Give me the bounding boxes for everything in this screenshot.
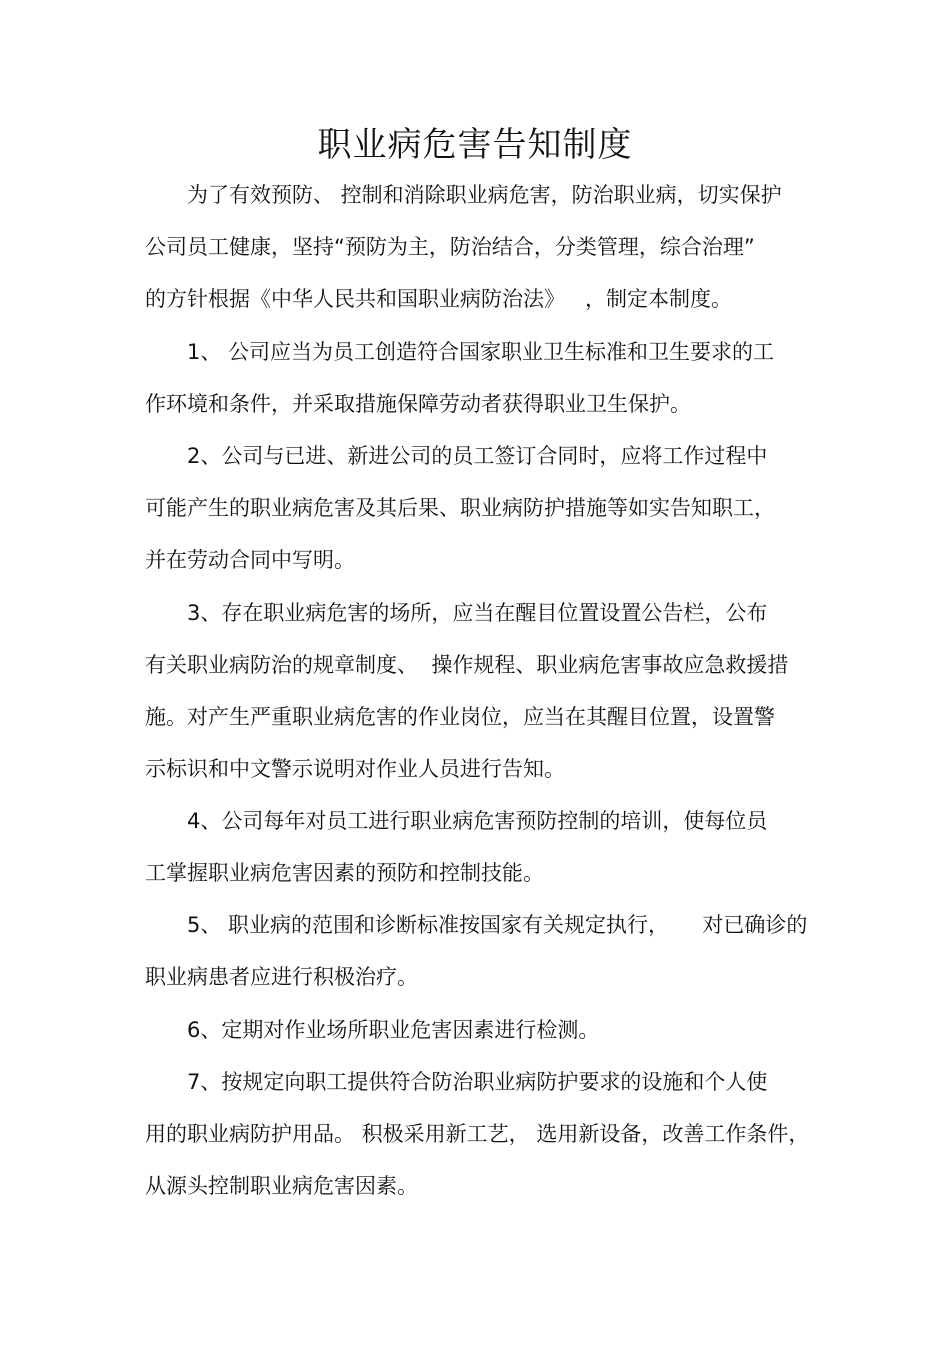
item-3-line: 施。对产生严重职业病危害的作业岗位，应当在其醒目位置，设置警 (145, 705, 775, 729)
item-3-line: 示标识和中文警示说明对作业人员进行告知。 (145, 757, 565, 781)
intro-line: 公司员工健康，坚持“预防为主，防治结合，分类管理，综合治理” (145, 235, 755, 259)
item-4-line: 工掌握职业病危害因素的预防和控制技能。 (145, 861, 544, 885)
item-2-line: 2、公司与已进、新进公司的员工签订合同时，应将工作过程中 (187, 444, 768, 468)
item-5-line: 职业病患者应进行积极治疗。 (145, 965, 418, 989)
item-5-line: 5、 职业病的范围和诊断标准按国家有关规定执行， 对已确诊的 (187, 913, 808, 937)
item-1-line: 1、 公司应当为员工创造符合国家职业卫生标准和卫生要求的工 (187, 340, 775, 364)
item-6-line: 6、定期对作业场所职业危害因素进行检测。 (187, 1018, 600, 1042)
intro-line: 的方针根据《中华人民共和国职业病防治法》 ，制定本制度。 (145, 287, 733, 311)
item-4-line: 4、公司每年对员工进行职业病危害预防控制的培训，使每位员 (187, 809, 768, 833)
item-7-line: 从源头控制职业病危害因素。 (145, 1174, 418, 1198)
item-3-line: 3、存在职业病危害的场所，应当在醒目位置设置公告栏，公布 (187, 601, 768, 625)
item-3-line: 有关职业病防治的规章制度、 操作规程、职业病危害事故应急救援措 (145, 653, 789, 677)
item-2-line: 并在劳动合同中写明。 (145, 548, 355, 572)
item-7-line: 7、按规定向职工提供符合防治职业病防护要求的设施和个人使 (187, 1070, 768, 1094)
intro-line: 为了有效预防、 控制和消除职业病危害，防治职业病，切实保护 (187, 183, 782, 207)
item-2-line: 可能产生的职业病危害及其后果、职业病防护措施等如实告知职工， (145, 496, 775, 520)
document-title: 职业病危害告知制度 (317, 125, 633, 165)
item-7-line: 用的职业病防护用品。 积极采用新工艺， 选用新设备，改善工作条件， (145, 1122, 810, 1146)
item-1-line: 作环境和条件，并采取措施保障劳动者获得职业卫生保护。 (145, 392, 691, 416)
